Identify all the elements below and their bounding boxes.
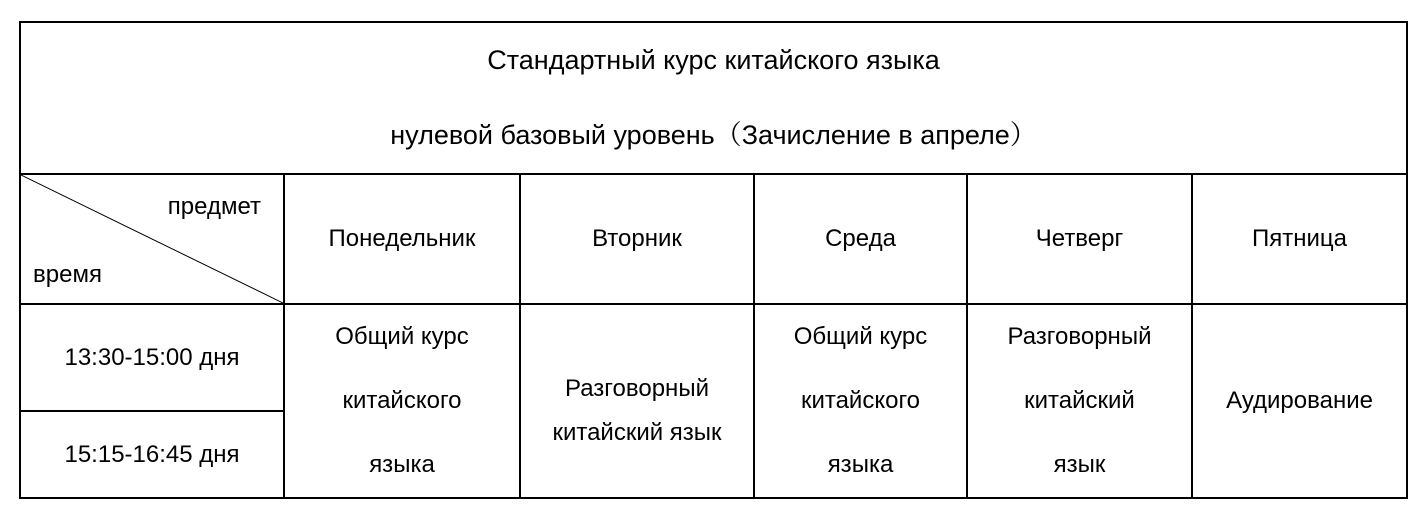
- time-slot-2: 15:15-16:45 дня: [20, 411, 284, 498]
- lesson-line: языка: [827, 451, 894, 478]
- lesson-line: язык: [1053, 451, 1106, 478]
- lesson-thursday: [967, 304, 1192, 498]
- corner-label-subject: предмет: [167, 193, 261, 220]
- day-header-wednesday: Среда: [754, 174, 967, 304]
- title-line-1: Стандартный курс китайского языка: [487, 45, 940, 75]
- schedule-table: [19, 21, 1408, 499]
- corner-header-cell: [20, 174, 284, 304]
- day-header-tuesday: Вторник: [520, 174, 754, 304]
- lesson-line: китайский язык: [552, 419, 722, 446]
- lesson-line: Общий курс: [335, 323, 469, 350]
- lesson-monday: [284, 304, 520, 498]
- time-slot-1: 13:30-15:00 дня: [20, 304, 284, 411]
- lesson-line: Аудирование: [1226, 387, 1373, 414]
- table-title: [20, 22, 1407, 174]
- day-header-monday: Понедельник: [284, 174, 520, 304]
- lesson-line: языка: [369, 451, 435, 478]
- lesson-line: китайского: [342, 387, 462, 414]
- lesson-wednesday: [754, 304, 967, 498]
- lesson-line: Общий курс: [793, 323, 928, 350]
- lesson-line: китайского: [800, 387, 921, 414]
- lesson-line: китайский: [1024, 387, 1135, 414]
- lesson-tuesday: [520, 304, 754, 498]
- lesson-line: Разговорный: [1007, 323, 1152, 350]
- title-line-2: нулевой базовый уровень（Зачисление в апреле）: [390, 120, 1037, 150]
- corner-label-time: время: [33, 261, 102, 288]
- day-header-friday: Пятница: [1192, 174, 1407, 304]
- lesson-friday: [1192, 304, 1407, 498]
- lesson-line: Разговорный: [565, 375, 709, 402]
- day-header-thursday: Четверг: [967, 174, 1192, 304]
